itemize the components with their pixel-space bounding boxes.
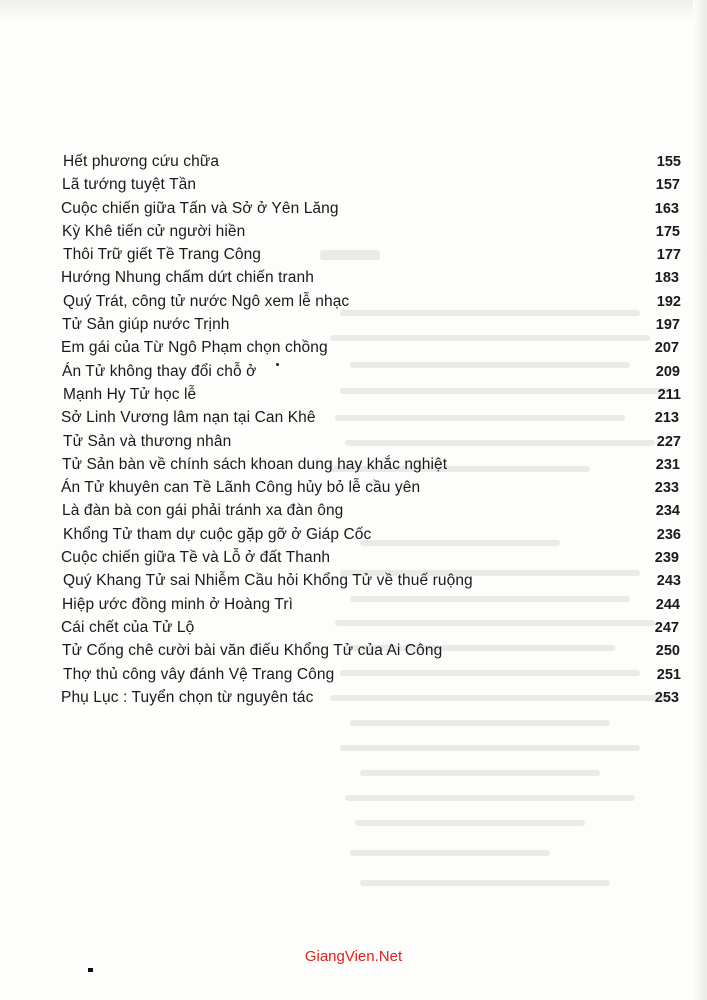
toc-entry-title: Là đàn bà con gái phải tránh xa đàn ông [62,502,344,520]
table-of-contents [60,150,680,709]
toc-entry-page: 192 [656,293,681,310]
toc-entry[interactable] [61,243,681,266]
toc-entry-title: Quý Trát, công tử nước Ngô xem lễ nhạc [63,292,350,310]
toc-entry-title: Hết phương cứu chữa [63,153,220,170]
toc-entry-page: 244 [655,596,680,613]
toc-entry-page: 236 [656,526,681,543]
toc-entry-title: Phụ Lục : Tuyển chọn từ nguyên tác [61,688,314,706]
toc-entry[interactable] [59,197,679,220]
toc-entry[interactable] [59,686,679,709]
toc-entry-title: Tử Sản bàn về chính sách khoan dung hay khắc nghiệt [62,455,448,473]
toc-entry[interactable] [59,546,679,569]
toc-entry-title: Quý Khang Tử sai Nhiễm Cầu hỏi Khổng Tử về thuế ruộng [63,572,473,590]
toc-entry-title: Kỳ Khê tiến cử người hiền [62,222,246,240]
toc-entry[interactable] [59,616,679,639]
toc-entry-page: 239 [654,550,679,567]
toc-entry[interactable] [59,266,679,289]
site-credit-watermark[interactable]: GiangVien.Net [304,948,403,965]
toc-entry-title: Sở Linh Vương lâm nạn tại Can Khê [61,409,316,427]
toc-entry[interactable] [60,639,680,662]
page-top-shadow [0,0,707,22]
toc-entry-page: 213 [654,410,679,427]
toc-entry[interactable] [61,290,681,313]
toc-entry-page: 227 [656,433,681,450]
toc-entry[interactable] [61,430,681,453]
toc-entry-title: Hiệp ước đồng minh ở Hoàng Trì [62,595,294,613]
toc-entry[interactable] [60,499,680,522]
toc-entry-page: 155 [656,154,681,170]
toc-entry-page: 207 [654,340,679,357]
toc-entry-page: 250 [655,643,680,660]
toc-entry[interactable] [61,523,681,546]
toc-entry-title: Hướng Nhung chấm dứt chiến tranh [61,269,314,287]
toc-entry[interactable] [60,220,680,243]
toc-entry-page: 175 [655,223,680,240]
toc-entry[interactable] [60,360,680,383]
toc-entry-page: 157 [655,177,680,194]
toc-entry-page: 243 [656,573,681,590]
toc-entry-title: Tử Sản giúp nước Trịnh [62,316,230,334]
toc-entry-title: Cuộc chiến giữa Tề và Lỗ ở đất Thanh [61,549,331,567]
toc-entry-title: Án Tử khuyên can Tề Lãnh Công hủy bỏ lễ cầu yên [61,479,421,497]
toc-entry-title: Thôi Trữ giết Tề Trang Công [63,246,262,264]
ink-mark [88,968,93,972]
toc-entry-page: 231 [655,456,680,473]
toc-entry-title: Án Tử không thay đổi chỗ ở [62,362,257,380]
toc-entry[interactable] [61,663,681,686]
toc-entry-title: Mạnh Hy Tử học lễ [63,385,197,403]
toc-entry[interactable] [59,476,679,499]
toc-entry-title: Cái chết của Tử Lộ [61,618,195,636]
toc-entry-page: 197 [655,317,680,334]
toc-entry-page: 251 [656,666,681,683]
toc-entry-page: 234 [655,503,680,520]
toc-entry-page: 209 [655,363,680,380]
toc-entry[interactable] [60,313,680,336]
toc-entry-title: Cuộc chiến giữa Tấn và Sở ở Yên Lăng [61,199,339,217]
toc-entry-page: 163 [654,200,679,217]
toc-entry-title: Khổng Tử tham dự cuộc gặp gỡ ở Giáp Cốc [63,525,372,543]
toc-entry-page: 253 [654,689,679,706]
toc-entry[interactable] [60,453,680,476]
toc-entry-title: Thợ thủ công vây đánh Vệ Trang Công [63,665,335,683]
toc-entry[interactable] [60,593,680,616]
toc-entry[interactable] [60,173,680,196]
toc-entry-page: 233 [654,480,679,497]
toc-entry[interactable] [61,150,681,173]
toc-entry-page: 183 [654,270,679,287]
toc-entry-title: Tử Cống chê cười bài văn điếu Khổng Tử của Ai Công [62,642,443,660]
toc-entry-title: Tử Sản và thương nhân [63,432,232,450]
toc-entry[interactable] [61,383,681,406]
toc-entry-page: 177 [656,247,681,264]
toc-entry-title: Em gái của Từ Ngô Phạm chọn chồng [61,339,328,357]
toc-entry[interactable] [59,336,679,359]
toc-entry[interactable] [61,569,681,592]
toc-entry[interactable] [59,406,679,429]
toc-entry-page: 211 [657,386,681,403]
ink-speck [276,363,279,366]
toc-entry-title: Lã tướng tuyệt Tần [62,176,197,194]
toc-entry-page: 247 [654,619,679,636]
